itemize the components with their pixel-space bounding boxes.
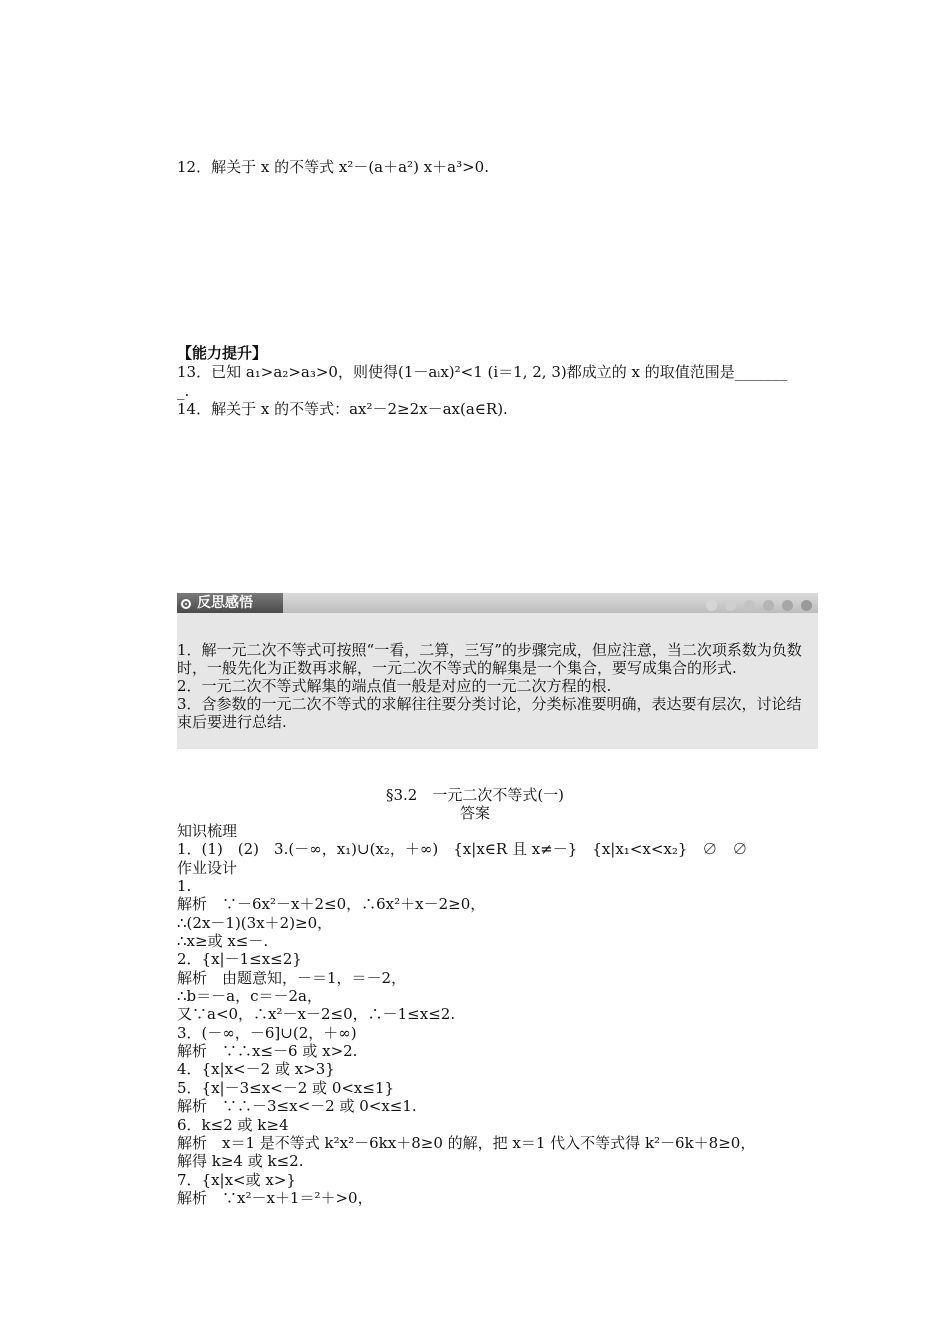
answer-line: 解析 ∵－6x²－x＋2≤0，∴6x²＋x－2≥0， [177,895,486,914]
answer-line: 作业设计 [177,858,238,877]
dot-icon [763,600,774,611]
answer-line: ∴x≥或 x≤－. [177,932,269,951]
reflection-banner-label: 反思感悟 [197,595,253,611]
answer-line: 知识梳理 [177,822,238,840]
dot-icon [801,600,812,611]
answer-line: 解析 x＝1 是不等式 k²x²－6kx＋8≥0 的解，把 x＝1 代入不等式得 k²－6k＋8≥0， [177,1133,756,1152]
answer-line: 4．{x|x<－2 或 x>3} [177,1060,335,1079]
problem-14: 14．解关于 x 的不等式：ax²－2≥2x－ax(a∈R). [177,400,508,418]
answer-line: ∴(2x－1)(3x＋2)≥0， [177,913,333,932]
reflection-box [177,613,818,749]
answer-line: 7．{x|x<或 x>} [177,1170,296,1189]
dot-icon [744,600,755,611]
answer-line: 解析 ∵∴－3≤x<－2 或 0<x≤1. [177,1097,417,1116]
ability-heading: 【能力提升】 [177,344,268,362]
reflection-point-2: 2．一元二次不等式解集的端点值一般是对应的一元二次方程的根. [177,677,612,695]
dot-icon [725,600,736,611]
answer-line: 解析 ∵∴x≤－6 或 x>2. [177,1042,358,1061]
reflection-banner-tab [177,593,283,613]
answer-line: 解析 由题意知，－＝1，＝－2， [177,968,407,987]
dot-icon [706,600,717,611]
answer-line: 2．{x|－1≤x≤2} [177,950,302,969]
reflection-point-3: 3．含参数的一元二次不等式的求解往往要分类讨论，分类标准要明确，表达要有层次，讨论结束后要进行总结. [177,695,802,731]
reflection-banner [177,593,818,613]
dot-icon [782,600,793,611]
answer-line: 解析 ∵x²－x＋1＝²＋>0， [177,1188,373,1207]
answer-line: 1. [177,877,192,896]
answer-line: 解得 k≥4 或 k≤2. [177,1152,304,1171]
answer-heading: 答案 [459,804,490,822]
problem-12: 12．解关于 x 的不等式 x²－(a＋a²) x＋a³>0. [177,158,489,176]
answer-line: 5．{x|－3≤x<－2 或 0<x≤1} [177,1078,395,1097]
answer-line: 又∵a<0，∴x²－x－2≤0，∴－1≤x≤2. [177,1005,456,1024]
answer-line: 3．(－∞，－6]∪(2，＋∞) [177,1023,357,1042]
problem-13-continuation: _. [177,382,190,400]
answer-line: 1．(1) (2) 3.(－∞，x₁)∪(x₂，＋∞) {x|x∈R 且 x≠－} {x|x₁<x<x₂} ∅ ∅ [177,840,748,859]
answer-list [177,822,755,1207]
ring-bullet-icon [181,599,191,609]
answer-line: ∴b＝－a，c＝－2a， [177,987,322,1006]
reflection-point-1: 1．解一元二次不等式可按照“一看，二算，三写”的步骤完成，但应注意，当二次项系数为负数时，一般先化为正数再求解，一元二次不等式的解集是一个集合，要写成集合的形式. [177,641,802,677]
problem-13: 13．已知 a₁>a₂>a₃>0，则使得(1－aᵢx)²<1 (i＝1, 2, 3)都成立的 x 的取值范围是_______ [177,363,788,381]
answer-line: 6．k≤2 或 k≥4 [177,1115,289,1134]
section-title: §3.2 一元二次不等式(一) [385,786,565,804]
